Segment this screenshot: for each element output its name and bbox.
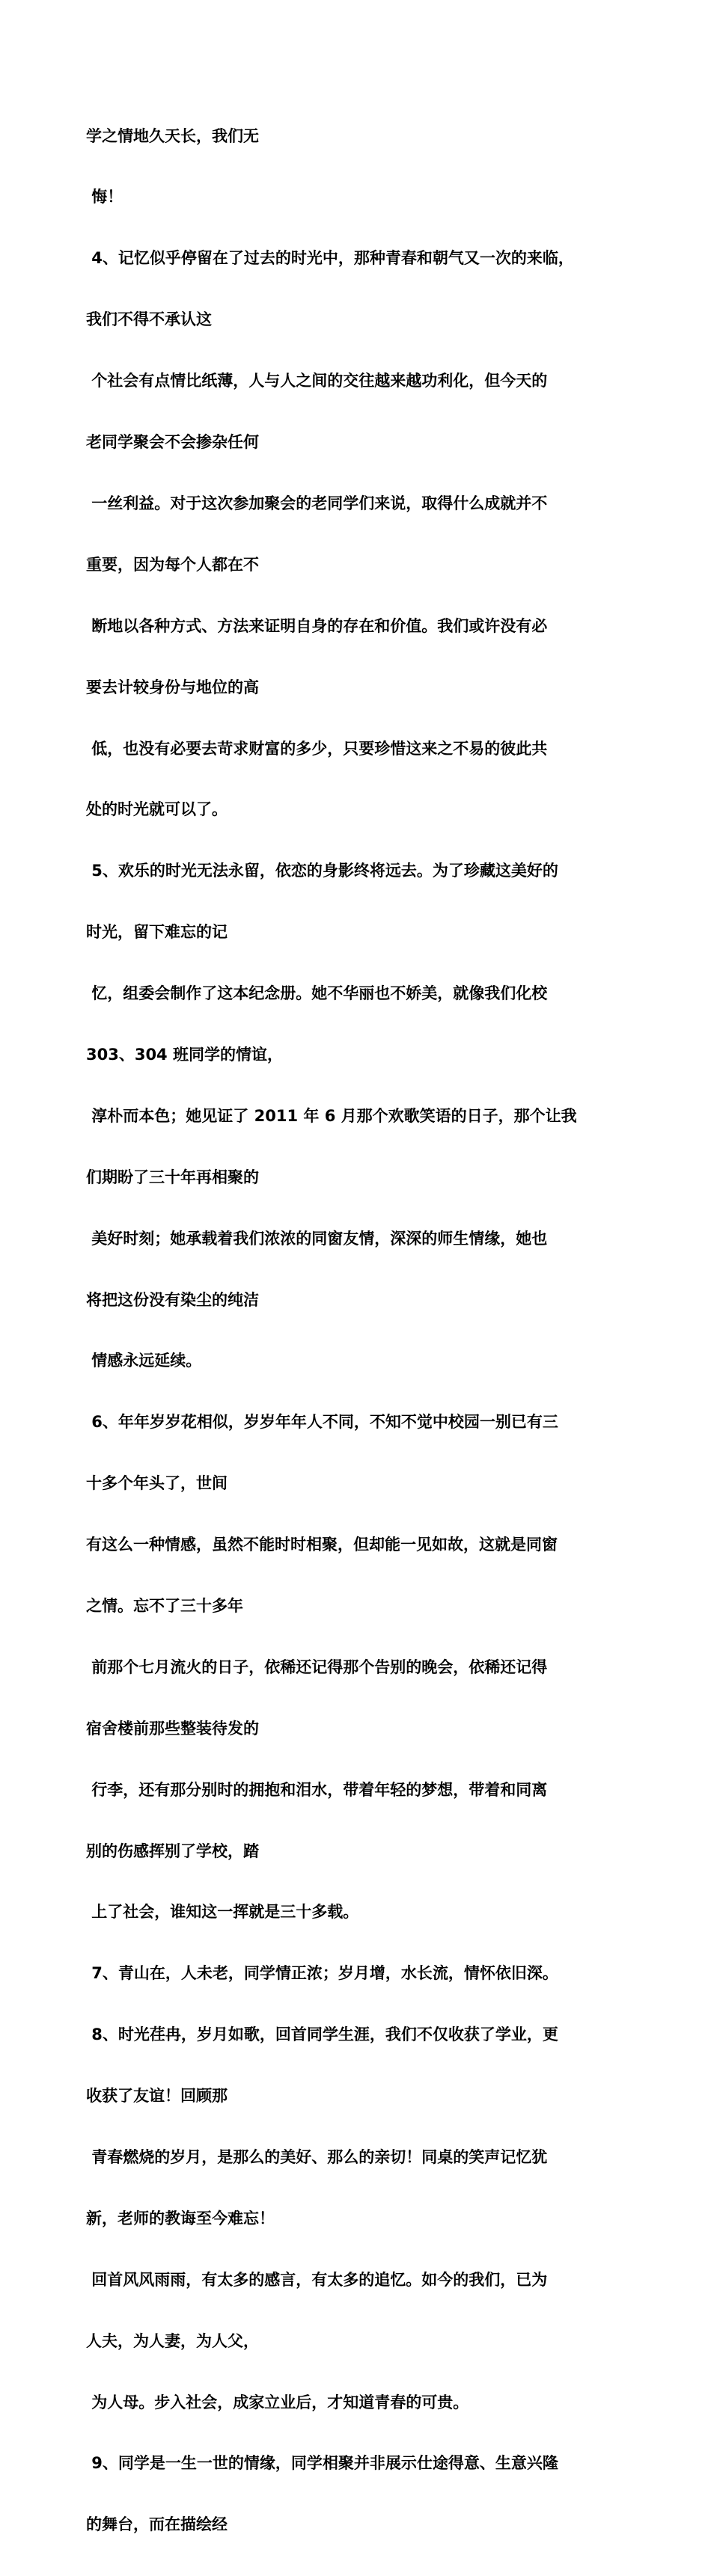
body-text	[86, 85, 632, 2576]
text-line: 人夫，为人妻，为人父，	[86, 2331, 259, 2350]
text-line: 之情。忘不了三十多年	[86, 1596, 243, 1615]
text-line: 十多个年头了，世间	[86, 1474, 228, 1493]
text-line: 4、记忆似乎停留在了过去的时光中，那种青春和朝气又一次的来临，	[86, 249, 574, 268]
text-line: 的舞台，而在描绘经	[86, 2515, 228, 2534]
text-line: 忆，组委会制作了这本纪念册。她不华丽也不娇美，就像我们化校	[86, 984, 548, 1003]
text-line: 9、同学是一生一世的情缘，同学相聚并非展示仕途得意、生意兴隆	[86, 2454, 558, 2473]
text-line: 时光，留下难忘的记	[86, 923, 228, 942]
text-line: 7、青山在，人未老，同学情正浓；岁月增，水长流，情怀依旧深。	[86, 1964, 558, 1983]
text-line: 断地以各种方式、方法来证明自身的存在和价值。我们或许没有必	[86, 616, 548, 635]
text-line: 为人母。步入社会，成家立业后，才知道青春的可贵。	[86, 2393, 469, 2411]
text-line: 们期盼了三十年再相聚的	[86, 1168, 259, 1186]
text-line: 宿舍楼前那些整装待发的	[86, 1719, 259, 1738]
text-line: 行李，还有那分别时的拥抱和泪水，带着年轻的梦想，带着和同离	[86, 1780, 548, 1799]
text-line: 淳朴而本色；她见证了 2011 年 6 月那个欢歌笑语的日子，那个让我	[86, 1106, 577, 1125]
text-line: 新，老师的教诲至今难忘！	[86, 2209, 275, 2227]
text-line: 美好时刻；她承载着我们浓浓的同窗友情，深深的师生情缘，她也	[86, 1229, 548, 1248]
text-line: 8、时光荏冉，岁月如歌，回首同学生涯，我们不仅收获了学业，更	[86, 2025, 558, 2044]
text-line: 个社会有点情比纸薄，人与人之间的交往越来越功利化，但今天的	[86, 372, 548, 390]
text-line: 老同学聚会不会掺杂任何	[86, 433, 259, 452]
text-line: 要去计较身份与地位的高	[86, 678, 259, 696]
text-line: 303、304 班同学的情谊，	[86, 1045, 283, 1064]
text-line: 有这么一种情感，虽然不能时时相聚，但却能一见如故，这就是同窗	[86, 1536, 558, 1554]
text-line: 我们不得不承认这	[86, 310, 212, 329]
text-line: 处的时光就可以了。	[86, 800, 228, 819]
text-line: 5、欢乐的时光无法永留，依恋的身影终将远去。为了珍藏这美好的	[86, 862, 558, 880]
text-line: 6、年年岁岁花相似，岁岁年年人不同，不知不觉中校园一别已有三	[86, 1413, 558, 1432]
text-line: 回首风风雨雨，有太多的感言，有太多的追忆。如今的我们，已为	[86, 2270, 548, 2289]
text-line: 别的伤感挥别了学校，踏	[86, 1841, 259, 1860]
text-line: 学之情地久天长，我们无	[86, 126, 259, 145]
text-line: 将把这份没有染尘的纯洁	[86, 1290, 259, 1309]
text-line: 青春燃烧的岁月，是那么的美好、那么的亲切！同桌的笑声记忆犹	[86, 2147, 548, 2166]
text-line: 上了社会，谁知这一挥就是三十多载。	[86, 1903, 359, 1922]
text-line: 情感永远延续。	[86, 1352, 202, 1370]
text-line: 低，也没有必要去苛求财富的多少，只要珍惜这来之不易的彼此共	[86, 739, 548, 758]
text-line: 一丝利益。对于这次参加聚会的老同学们来说，取得什么成就并不	[86, 494, 548, 512]
text-line: 悔！	[86, 188, 123, 206]
text-line: 重要，因为每个人都在不	[86, 555, 259, 574]
text-line: 前那个七月流火的日子，依稀还记得那个告别的晚会，依稀还记得	[86, 1657, 548, 1676]
text-line: 收获了友谊！回顾那	[86, 2087, 228, 2106]
